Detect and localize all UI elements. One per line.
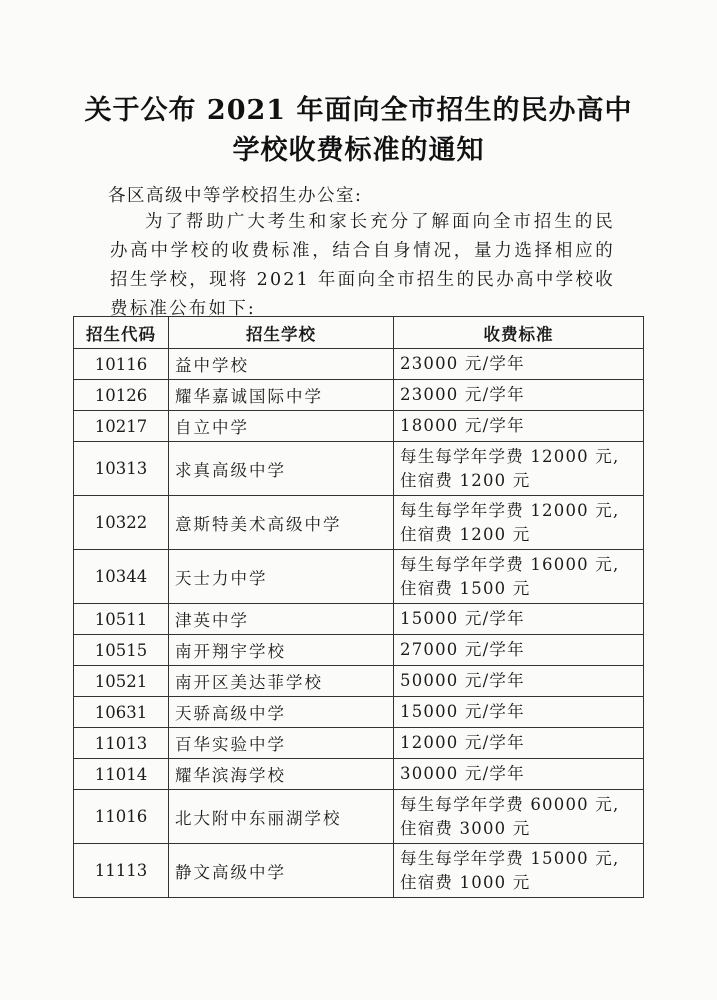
fee-line-1: 23000 元/学年 bbox=[400, 385, 525, 404]
body-paragraph: 为了帮助广大考生和家长充分了解面向全市招生的民办高中学校的收费标准，结合自身情况，量力选择相应的招生学校，现将 2021 年面向全市招生的民办高中学校收费标准公布如下: bbox=[110, 212, 615, 319]
fee-line-1: 每生每学年学费 16000 元, bbox=[400, 554, 620, 574]
fee-line-1: 23000 元/学年 bbox=[400, 354, 525, 373]
cell-school: 南开区美达菲学校 bbox=[169, 666, 394, 697]
table-row bbox=[74, 759, 644, 790]
fee-line-1: 每生每学年学费 12000 元, bbox=[400, 446, 620, 466]
cell-fee bbox=[394, 411, 644, 442]
fee-line-1: 15000 元/学年 bbox=[400, 702, 525, 721]
fee-line-1: 27000 元/学年 bbox=[400, 640, 525, 659]
table-row bbox=[74, 697, 644, 728]
cell-school: 静文高级中学 bbox=[169, 844, 394, 898]
table-row bbox=[74, 604, 644, 635]
cell-school: 北大附中东丽湖学校 bbox=[169, 790, 394, 844]
cell-fee bbox=[394, 442, 644, 496]
table-header-row bbox=[74, 317, 644, 349]
fee-line-2: 住宿费 1200 元 bbox=[400, 524, 531, 544]
fee-line-1: 15000 元/学年 bbox=[400, 609, 525, 628]
cell-code: 10521 bbox=[74, 666, 169, 697]
header-fee: 收费标准 bbox=[394, 317, 644, 349]
cell-code: 10344 bbox=[74, 550, 169, 604]
cell-code: 10511 bbox=[74, 604, 169, 635]
cell-fee bbox=[394, 635, 644, 666]
cell-fee bbox=[394, 666, 644, 697]
cell-code: 10322 bbox=[74, 496, 169, 550]
table-row bbox=[74, 790, 644, 844]
table-row bbox=[74, 411, 644, 442]
fee-line-1: 18000 元/学年 bbox=[400, 416, 525, 435]
header-school: 招生学校 bbox=[169, 317, 394, 349]
cell-fee bbox=[394, 728, 644, 759]
salutation: 各区高级中等学校招生办公室: bbox=[108, 186, 363, 206]
cell-school: 天骄高级中学 bbox=[169, 697, 394, 728]
cell-code: 10116 bbox=[74, 349, 169, 380]
cell-school: 百华实验中学 bbox=[169, 728, 394, 759]
cell-school: 求真高级中学 bbox=[169, 442, 394, 496]
cell-fee bbox=[394, 496, 644, 550]
cell-code: 11113 bbox=[74, 844, 169, 898]
header-code: 招生代码 bbox=[74, 317, 169, 349]
cell-fee bbox=[394, 380, 644, 411]
cell-code: 10631 bbox=[74, 697, 169, 728]
cell-fee bbox=[394, 604, 644, 635]
cell-school: 耀华嘉诚国际中学 bbox=[169, 380, 394, 411]
cell-fee bbox=[394, 697, 644, 728]
cell-fee bbox=[394, 349, 644, 380]
fee-line-1: 每生每学年学费 60000 元, bbox=[400, 794, 620, 814]
cell-fee bbox=[394, 759, 644, 790]
cell-school: 自立中学 bbox=[169, 411, 394, 442]
table-row bbox=[74, 550, 644, 604]
cell-code: 10515 bbox=[74, 635, 169, 666]
fee-table bbox=[73, 316, 644, 898]
table-row bbox=[74, 728, 644, 759]
fee-line-1: 30000 元/学年 bbox=[400, 764, 525, 783]
fee-line-2: 住宿费 1200 元 bbox=[400, 470, 531, 490]
fee-line-1: 每生每学年学费 15000 元, bbox=[400, 848, 620, 868]
fee-line-2: 住宿费 1000 元 bbox=[400, 872, 531, 892]
table-row bbox=[74, 442, 644, 496]
table-row bbox=[74, 635, 644, 666]
table-row bbox=[74, 666, 644, 697]
cell-code: 10126 bbox=[74, 380, 169, 411]
cell-code: 11016 bbox=[74, 790, 169, 844]
table-row bbox=[74, 496, 644, 550]
table-row bbox=[74, 349, 644, 380]
cell-school: 津英中学 bbox=[169, 604, 394, 635]
fee-line-2: 住宿费 1500 元 bbox=[400, 578, 531, 598]
cell-fee bbox=[394, 844, 644, 898]
cell-school: 意斯特美术高级中学 bbox=[169, 496, 394, 550]
cell-code: 11014 bbox=[74, 759, 169, 790]
cell-school: 南开翔宇学校 bbox=[169, 635, 394, 666]
table-row bbox=[74, 380, 644, 411]
fee-line-1: 每生每学年学费 12000 元, bbox=[400, 500, 620, 520]
cell-school: 益中学校 bbox=[169, 349, 394, 380]
cell-fee bbox=[394, 790, 644, 844]
fee-line-1: 12000 元/学年 bbox=[400, 733, 525, 752]
table-body bbox=[74, 349, 644, 898]
fee-line-1: 50000 元/学年 bbox=[400, 671, 525, 690]
document-title-line-2: 学校收费标准的通知 bbox=[232, 135, 485, 166]
cell-school: 耀华滨海学校 bbox=[169, 759, 394, 790]
fee-line-2: 住宿费 3000 元 bbox=[400, 818, 531, 838]
cell-code: 11013 bbox=[74, 728, 169, 759]
cell-code: 10313 bbox=[74, 442, 169, 496]
cell-school: 天士力中学 bbox=[169, 550, 394, 604]
cell-code: 10217 bbox=[74, 411, 169, 442]
document-title-line-1: 关于公布 2021 年面向全市招生的民办高中 bbox=[84, 95, 633, 126]
cell-fee bbox=[394, 550, 644, 604]
table-row bbox=[74, 844, 644, 898]
